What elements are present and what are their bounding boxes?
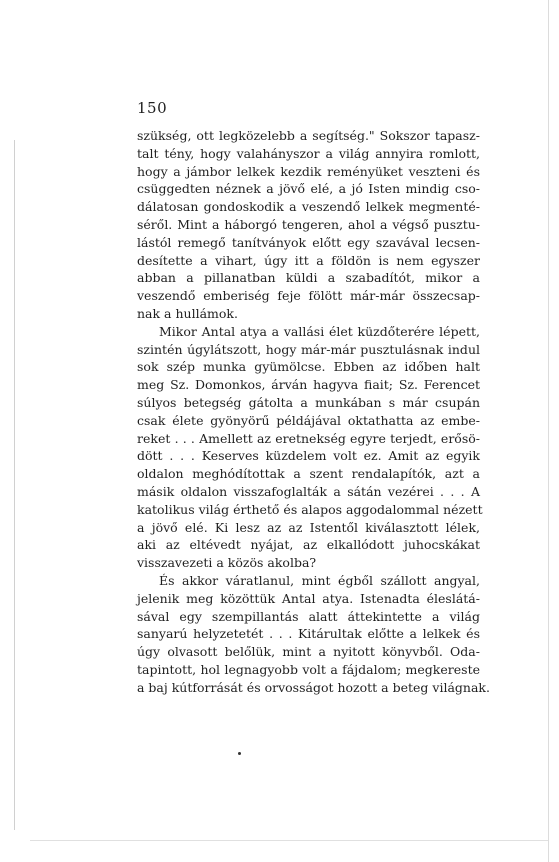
text-line: séről. Mint a háborgó tengeren, ahol a végső pusztu- xyxy=(137,216,480,232)
text-line: veszendő emberiség feje fölött már-már összecsap- xyxy=(137,288,480,304)
page-edge-left xyxy=(14,140,15,830)
text-line: szintén úgylátszott, hogy már-már pusztulásnak indul xyxy=(137,341,480,357)
text-line: a jövő elé. Ki lesz az az Istentől kiválasztott lélek, xyxy=(137,519,480,535)
page-edge-bottom xyxy=(30,840,548,841)
text-line: hogy a jámbor lelkek kezdik reményüket veszteni és xyxy=(137,163,480,179)
text-line: talt tény, hogy valahányszor a világ annyira romlott, xyxy=(137,145,480,161)
text-line: reket . . . Amellett az eretnekség egyre terjedt, erősö- xyxy=(137,430,480,446)
text-line: másik oldalon visszafoglalták a sátán vezérei . . . A xyxy=(137,483,480,499)
text-line: sok szép munka gyümölcse. Ebben az időben halt xyxy=(137,359,480,375)
print-speck xyxy=(238,752,241,755)
text-line: dött . . . Keserves küzdelem volt ez. Amit az egyik xyxy=(137,448,480,464)
text-line: desítette a vihart, úgy itt a földön is nem egyszer xyxy=(137,252,480,268)
text-line: visszavezeti a közös akolba? xyxy=(137,555,317,571)
text-line: meg Sz. Domonkos, árván hagyva fiait; Sz. Ferencet xyxy=(137,377,480,393)
text-line: aki az eltévedt nyájat, az elkallódott juhocskákat xyxy=(137,537,480,553)
page-number: 150 xyxy=(137,99,168,117)
text-line: lástól remegő tanítványok előtt egy szavával lecsen- xyxy=(137,234,480,250)
text-line: abban a pillanatban küldi a szabadítót, mikor a xyxy=(137,270,480,286)
text-line: úgy olvasott belőlük, mint a nyitott könyvből. Oda- xyxy=(137,644,480,660)
text-line: oldalon meghódítottak a szent rendalapítók, azt a xyxy=(137,466,480,482)
text-line: katolikus világ érthető és alapos aggodalommal nézett xyxy=(137,501,483,517)
text-line: sanyarú helyzetetét . . . Kitárultak előtte a lelkek és xyxy=(137,626,480,642)
text-line: súlyos betegség gátolta a munkában s már csupán xyxy=(137,394,480,410)
text-line: csüggedten néznek a jövő elé, a jó Isten mindig cso- xyxy=(137,181,480,197)
text-line: sával egy szempillantás alatt áttekintette a világ xyxy=(137,608,480,624)
body-text xyxy=(137,127,490,697)
text-line: szükség, ott legközelebb a segítség." Sokszor tapasz- xyxy=(137,128,480,143)
text-line: Mikor Antal atya a vallási élet küzdőterére lépett, xyxy=(159,323,480,339)
text-line: tapintott, hol legnagyobb volt a fájdalom; megkereste xyxy=(137,661,480,677)
page-edge-right xyxy=(548,0,549,862)
text-line: nak a hullámok. xyxy=(137,305,238,321)
text-line: a baj kútforrását és orvosságot hozott a beteg világnak. xyxy=(137,679,490,695)
text-line: dálatosan gondoskodik a veszendő lelkek megmenté- xyxy=(137,199,480,215)
text-line: És akkor váratlanul, mint égből szállott angyal, xyxy=(159,572,480,588)
text-line: jelenik meg közöttük Antal atya. Istenadta éleslátá- xyxy=(137,590,480,606)
text-line: csak élete gyönyörű példájával oktathatta az embe- xyxy=(137,412,480,428)
